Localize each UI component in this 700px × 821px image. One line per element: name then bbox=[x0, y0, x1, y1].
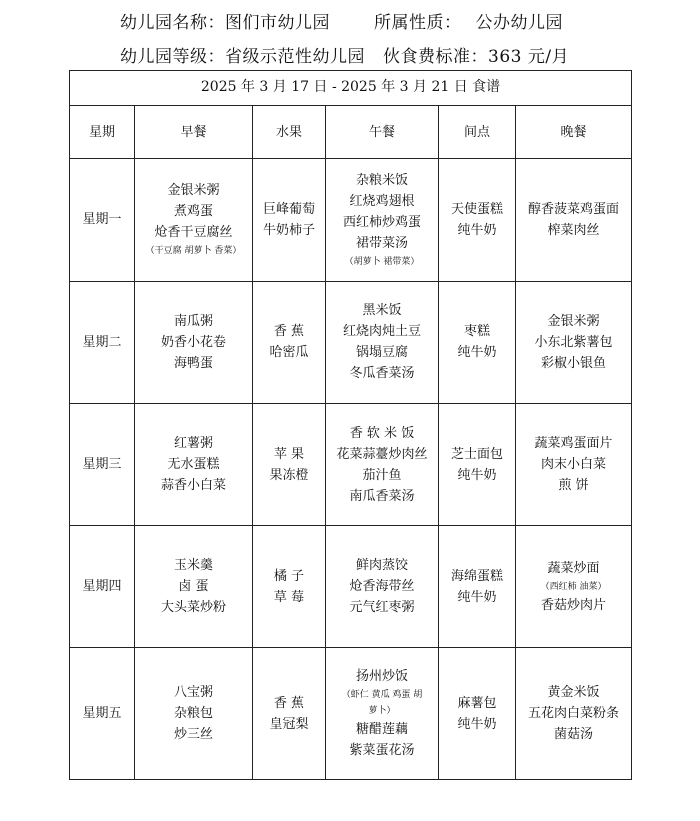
snack-cell bbox=[439, 648, 516, 780]
menu-item: 八宝粥 bbox=[173, 685, 213, 701]
menu-item: 榨菜肉丝 bbox=[547, 222, 600, 238]
menu-item: 皇冠梨 bbox=[269, 716, 309, 732]
menu-item-note: （虾仁 黄瓜 鸡蛋 胡 bbox=[341, 690, 423, 701]
breakfast-cell bbox=[135, 281, 253, 403]
menu-item: 冬瓜香菜汤 bbox=[349, 366, 415, 382]
menu-item: 草 莓 bbox=[273, 589, 305, 605]
menu-item: 海绵蛋糕 bbox=[450, 568, 503, 584]
school-nature-value: 公办幼儿园 bbox=[475, 13, 563, 33]
menu-item: 南瓜粥 bbox=[173, 313, 213, 329]
menu-item: 黑米饭 bbox=[362, 303, 402, 319]
menu-item: 茄汁鱼 bbox=[362, 467, 402, 483]
menu-item: 五花肉白菜粉条 bbox=[528, 706, 620, 722]
menu-item: 奶香小花卷 bbox=[160, 334, 226, 350]
school-grade: 幼儿园等级：省级示范性幼儿园 bbox=[120, 47, 365, 67]
menu-item: 香 软 米 饭 bbox=[349, 425, 415, 441]
menu-item: 红烧鸡翅根 bbox=[349, 193, 415, 209]
breakfast-cell bbox=[135, 159, 253, 281]
fruit-cell bbox=[253, 281, 326, 403]
menu-item: 香菇炒肉片 bbox=[541, 597, 607, 613]
col-header-dinner: 晚餐 bbox=[516, 105, 632, 158]
menu-item: 锅塌豆腐 bbox=[355, 345, 408, 361]
menu-item: 卤 蛋 bbox=[178, 579, 209, 595]
menu-item-note: （西红柿 油菜） bbox=[540, 581, 607, 592]
menu-item: 肉末小白菜 bbox=[541, 457, 607, 472]
menu-item: 元气红枣粥 bbox=[349, 600, 415, 616]
menu-item: 杂粮米饭 bbox=[355, 172, 408, 188]
lunch-cell bbox=[326, 281, 439, 403]
menu-item-note: （胡萝卜 裙带菜） bbox=[344, 256, 420, 267]
menu-item: 彩椒小银鱼 bbox=[541, 355, 607, 371]
menu-item: 小东北紫薯包 bbox=[534, 334, 613, 350]
dinner-cell bbox=[516, 648, 632, 780]
menu-item: 黄金米饭 bbox=[547, 685, 600, 701]
lunch-cell bbox=[326, 403, 439, 525]
menu-item: 醇香菠菜鸡蛋面 bbox=[528, 201, 620, 217]
snack-cell bbox=[439, 281, 516, 403]
col-header-lunch: 午餐 bbox=[326, 105, 439, 158]
menu-item: 煮鸡蛋 bbox=[173, 204, 213, 220]
menu-item-note: 萝卜） bbox=[368, 706, 396, 717]
menu-item: 芝士面包 bbox=[450, 446, 503, 462]
column-header-row bbox=[70, 105, 632, 158]
menu-item: 炒三丝 bbox=[173, 727, 213, 743]
header-line-1 bbox=[120, 8, 563, 33]
menu-item-note: （干豆腐 胡萝卜 香菜） bbox=[145, 246, 242, 257]
menu-item: 橘 子 bbox=[273, 568, 305, 584]
menu-item: 果冻橙 bbox=[269, 467, 309, 483]
menu-item: 杂粮包 bbox=[173, 706, 213, 722]
menu-item: 鲜肉蒸饺 bbox=[355, 558, 408, 574]
table-row bbox=[70, 648, 632, 780]
day-cell: 星期二 bbox=[70, 281, 135, 403]
menu-item: 扬州炒饭 bbox=[355, 669, 408, 685]
day-cell: 星期三 bbox=[70, 403, 135, 525]
menu-item: 香 蕉 bbox=[273, 324, 305, 340]
lunch-cell bbox=[326, 526, 439, 648]
menu-item: 蔬菜炒面 bbox=[547, 560, 600, 576]
menu-item: 花菜蒜薹炒肉丝 bbox=[336, 446, 428, 462]
menu-item: 枣糕 bbox=[463, 324, 490, 340]
menu-item: 纯牛奶 bbox=[457, 345, 497, 361]
menu-item: 麻薯包 bbox=[457, 695, 497, 711]
table-row bbox=[70, 403, 632, 525]
lunch-cell bbox=[326, 648, 439, 780]
fruit-cell bbox=[253, 648, 326, 780]
snack-cell bbox=[439, 403, 516, 525]
menu-item: 蒜香小白菜 bbox=[160, 478, 226, 493]
table-row bbox=[70, 159, 632, 281]
dinner-cell bbox=[516, 403, 632, 525]
menu-item: 天使蛋糕 bbox=[450, 201, 503, 217]
col-header-fruit: 水果 bbox=[253, 105, 326, 158]
menu-item: 西红柿炒鸡蛋 bbox=[342, 214, 421, 230]
menu-item: 蔬菜鸡蛋面片 bbox=[534, 436, 613, 451]
menu-item: 纯牛奶 bbox=[457, 589, 497, 605]
menu-item: 糖醋莲藕 bbox=[355, 722, 408, 738]
menu-item: 巨峰葡萄 bbox=[262, 201, 315, 217]
breakfast-cell bbox=[135, 526, 253, 648]
dinner-cell bbox=[516, 159, 632, 281]
menu-item: 纯牛奶 bbox=[457, 716, 497, 732]
menu-item: 南瓜香菜汤 bbox=[349, 488, 415, 504]
col-header-breakfast: 早餐 bbox=[135, 105, 253, 158]
menu-item: 无水蛋糕 bbox=[167, 457, 220, 472]
fruit-cell bbox=[253, 526, 326, 648]
school-nature-label: 所属性质： bbox=[374, 13, 462, 33]
col-header-snack: 间点 bbox=[439, 105, 516, 158]
menu-item: 大头菜炒粉 bbox=[160, 600, 226, 616]
fruit-cell bbox=[253, 159, 326, 281]
fruit-cell bbox=[253, 403, 326, 525]
menu-item: 香 蕉 bbox=[273, 695, 305, 711]
menu-item: 红薯粥 bbox=[173, 436, 213, 451]
menu-item: 煎 饼 bbox=[558, 478, 589, 493]
breakfast-cell bbox=[135, 403, 253, 525]
menu-item: 纯牛奶 bbox=[457, 467, 497, 483]
dinner-cell bbox=[516, 526, 632, 648]
menu-item: 炝香海带丝 bbox=[349, 579, 415, 595]
table-row bbox=[70, 526, 632, 648]
day-cell: 星期一 bbox=[70, 159, 135, 281]
day-cell: 星期五 bbox=[70, 648, 135, 780]
snack-cell bbox=[439, 159, 516, 281]
menu-item: 牛奶柿子 bbox=[262, 222, 315, 238]
menu-item: 苹 果 bbox=[273, 446, 305, 462]
weekly-menu-table bbox=[69, 70, 632, 780]
menu-item: 纯牛奶 bbox=[457, 222, 497, 238]
school-name: 幼儿园名称：图们市幼儿园 bbox=[120, 13, 330, 33]
menu-item: 紫菜蛋花汤 bbox=[349, 743, 415, 759]
menu-item: 金银米粥 bbox=[547, 313, 600, 329]
menu-item: 金银米粥 bbox=[167, 183, 220, 199]
menu-item: 玉米羹 bbox=[173, 558, 213, 574]
day-cell: 星期四 bbox=[70, 526, 135, 648]
menu-item: 菌菇汤 bbox=[554, 727, 594, 743]
breakfast-cell bbox=[135, 648, 253, 780]
lunch-cell bbox=[326, 159, 439, 281]
menu-item: 炝香干豆腐丝 bbox=[154, 225, 233, 241]
menu-item: 哈密瓜 bbox=[269, 345, 309, 361]
dinner-cell bbox=[516, 281, 632, 403]
menu-item: 裙带菜汤 bbox=[355, 235, 408, 251]
menu-title-row bbox=[70, 71, 632, 106]
col-header-day: 星期 bbox=[70, 105, 135, 158]
snack-cell bbox=[439, 526, 516, 648]
meal-fee: 伙食费标准：363 元/月 bbox=[383, 47, 570, 67]
menu-item: 海鸭蛋 bbox=[173, 355, 213, 371]
table-row bbox=[70, 281, 632, 403]
menu-title: 2025 年 3 月 17 日 - 2025 年 3 月 21 日 食谱 bbox=[70, 71, 632, 106]
header-line-2 bbox=[120, 42, 569, 67]
menu-item: 红烧肉炖土豆 bbox=[342, 324, 421, 340]
